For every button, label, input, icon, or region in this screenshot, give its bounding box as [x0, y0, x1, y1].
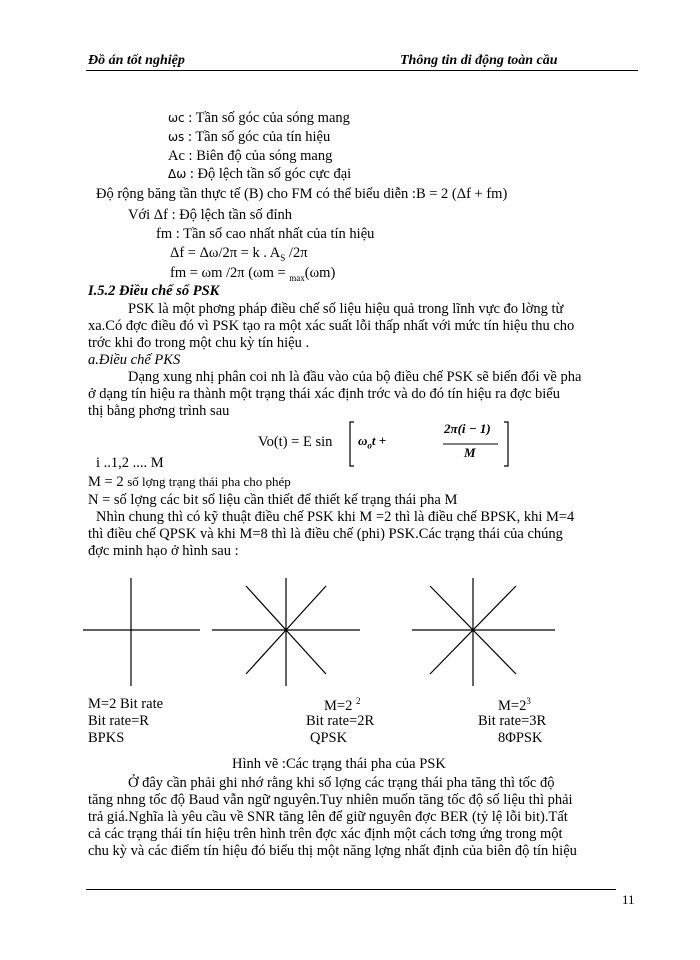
figure-caption: Hình vẽ :Các trạng thái pha của PSK	[232, 756, 446, 772]
para3-line1: Nhìn chung thì có kỹ thuật điều chế PSK khi M =2 thì là điều chế BPSK, khi M=4	[96, 509, 575, 525]
def-omega-s: ωs : Tần số góc của tín hiệu	[168, 129, 331, 145]
section-title: I.5.2 Điều chế số PSK	[88, 283, 220, 299]
equation-denominator: M	[464, 445, 476, 460]
def-delta-f: Với Δf : Độ lệch tần số đỉnh	[128, 207, 292, 223]
formula-delta-f: Δf = Δω/2π = k . $A_S$ /2π	[170, 245, 308, 263]
def-fm: fm : Tần số cao nhất nhất của tín hiệu	[156, 226, 375, 242]
page-number: 11	[622, 892, 635, 907]
bandwidth-line: Độ rộng băng tần thực tế (B) cho FM có thể biểu diễn :B = 2 (Δf + fm)	[96, 186, 508, 202]
para2-line1: Dạng xung nhị phân coi nh là đầu vào của bộ điều chế PSK sẽ biến đổi về pha	[128, 369, 582, 385]
header-right: Thông tin di động toàn cầu	[400, 53, 558, 68]
n-line: N = số lợng các bit số liệu cần thiết để thiết kế trạng thái pha M	[88, 492, 458, 508]
bpsk-label-1: M=2 Bit rate	[88, 696, 164, 712]
para3-line3: đợc minh hạo ở hình sau :	[88, 543, 239, 559]
m-line: M = 2 số lợng trạng thái pha cho phép	[88, 474, 291, 490]
para3-line2: thì điều chế QPSK và khi M=8 thì là điều chế (phi) PSK.Các trạng thái của chúng	[88, 526, 563, 542]
para4-line4: cả các trạng thái tín hiệu trên hình trên đợc xác định một cách tơng ứng trong một	[88, 826, 563, 842]
bpsk-constellation	[83, 578, 200, 686]
qpsk-label-1: M=2 $^2$	[324, 696, 361, 714]
equation-numerator: 2π(i − 1)	[444, 421, 491, 436]
bpsk-label-2: Bit rate=R	[88, 713, 149, 729]
psk-constellations	[80, 578, 660, 690]
def-omega-c: ωc : Tần số góc của sóng mang	[168, 110, 350, 126]
para2-line2: ở dạng tín hiệu ra thành một trạng thái xác định trớc và do đó tín hiệu ra đợc biểu	[88, 386, 560, 402]
def-delta-omega: Δω : Độ lệch tần số góc cực đại	[168, 166, 352, 182]
subsection-title: a.Điều chế PKS	[88, 352, 181, 368]
footer-rule	[86, 889, 616, 890]
para4-line3: trả giá.Nghĩa là yêu cầu về SNR tăng lên để giữ nguyên đợc BER (tỷ lệ lỗi bit).Tất	[88, 809, 568, 825]
8psk-label-2: Bit rate=3R	[478, 713, 547, 729]
para2-line3: thị bằng phơng trình sau	[88, 403, 230, 419]
header-left: Đồ án tốt nghiệp	[88, 53, 185, 68]
formula-fm: fm = ωm /2π (ωm = $_{max}$(ωm)	[170, 265, 336, 283]
para4-line5: chu kỳ và các điểm tín hiệu đó biểu thị một năng lợng nhất định của biên độ tín hiệu	[88, 843, 577, 859]
index-line: i ..1,2 .... M	[96, 455, 164, 471]
para1-line3: trớc khi đo trong một chu kỳ tín hiệu .	[88, 335, 310, 351]
para4-line2: tăng nhng tốc độ Baud vẫn ngữ nguyên.Tuy nhiên muốn tăng tốc độ số liệu thì phải	[88, 792, 573, 808]
para1-line2: xa.Có đợc điều đó vì PSK tạo ra một xác suất lỗi thấp nhất với mức tín hiệu thu cho	[88, 318, 575, 334]
8psk-constellation	[412, 578, 555, 686]
qpsk-label-3: QPSK	[310, 730, 348, 746]
bpsk-label-3: BPKS	[88, 730, 125, 746]
8psk-label-3: 8ΦPSK	[498, 730, 543, 746]
qpsk-constellation	[212, 578, 360, 686]
para1-line1: PSK là một phơng pháp điều chế số liệu hiệu quả trong lĩnh vực đo lờng từ	[128, 301, 564, 317]
header-rule	[86, 70, 638, 71]
8psk-label-1: $M=2^3$	[498, 696, 531, 714]
def-ac: Ac : Biên độ của sóng mang	[168, 148, 333, 164]
qpsk-label-2: Bit rate=2R	[306, 713, 375, 729]
para4-line1: Ở đây cần phải ghi nhớ rằng khi số lợng các trạng thái pha tăng thì tốc độ	[128, 775, 555, 791]
